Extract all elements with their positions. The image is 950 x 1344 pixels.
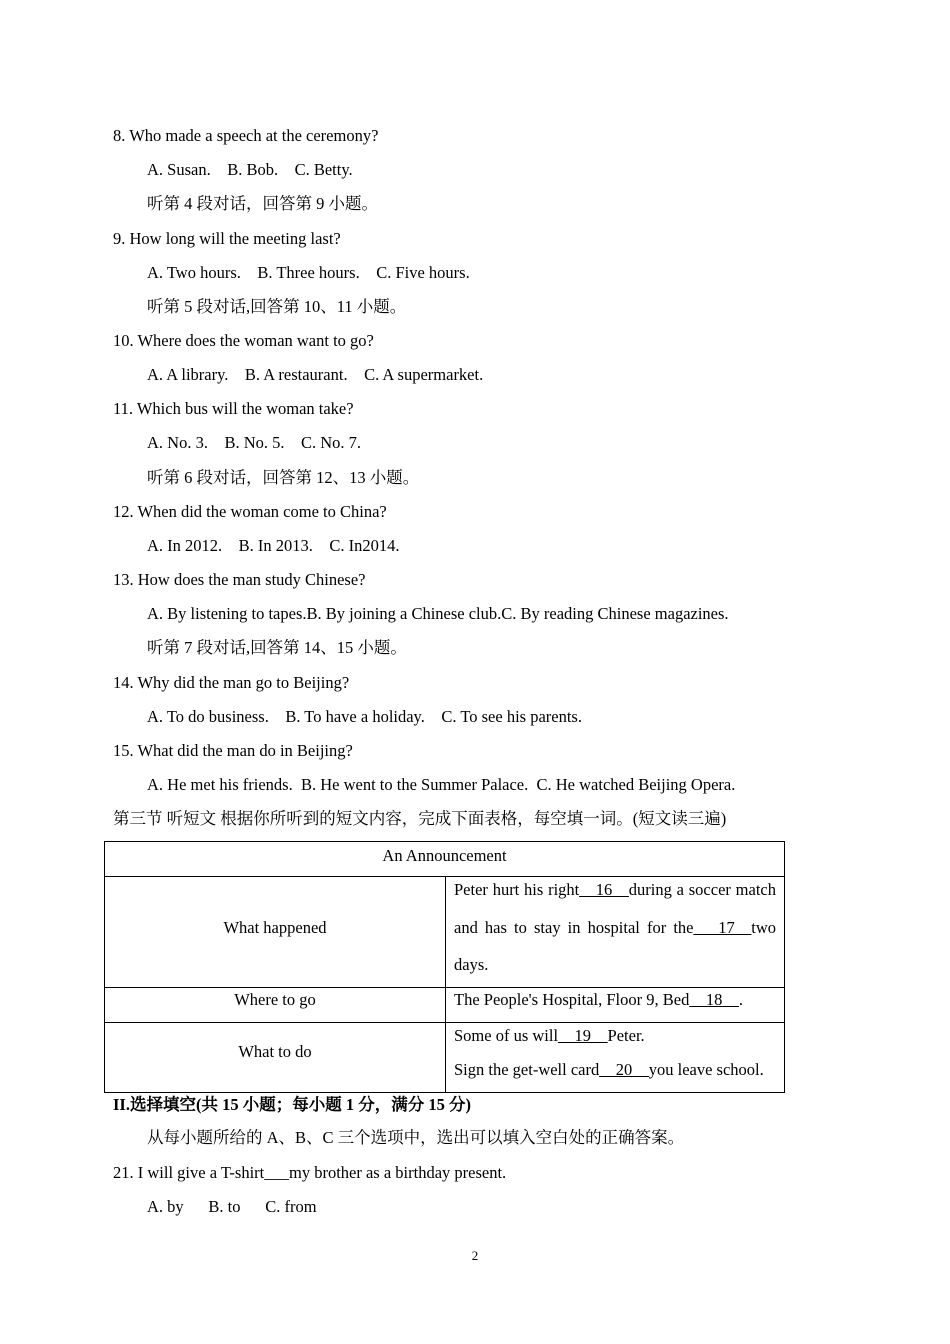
row-label-what-to-do: What to do: [238, 1042, 312, 1061]
question-8: 8. Who made a speech at the ceremony?: [113, 126, 379, 145]
blank-16: __16__: [579, 880, 629, 899]
blank-18: __18__: [689, 990, 739, 1009]
row-what-happened-line2: and has to stay in hospital for the___17__two: [454, 918, 776, 937]
announcement-table: [104, 841, 785, 1093]
section-3-heading: 第三节 听短文 根据你所听到的短文内容，完成下面表格，每空填一词。(短文读三遍): [113, 809, 727, 828]
dialogue-6-note: 听第 6 段对话，回答第 12、13 小题。: [147, 468, 420, 487]
blank-17: ___17__: [693, 918, 752, 937]
question-10: 10. Where does the woman want to go?: [113, 331, 374, 350]
question-14-options: A. To do business. B. To have a holiday. C. To see his parents.: [147, 707, 582, 726]
row-where-to-go-text: The People's Hospital, Floor 9, Bed__18__.: [454, 990, 743, 1009]
question-11-options: A. No. 3. B. No. 5. C. No. 7.: [147, 433, 362, 452]
row-what-to-do-line2: Sign the get-well card__20__you leave school.: [454, 1060, 764, 1079]
question-15-options: A. He met his friends. B. He went to the Summer Palace. C. He watched Beijing Opera.: [147, 775, 736, 794]
question-12: 12. When did the woman come to China?: [113, 502, 387, 521]
row-what-to-do-line1: Some of us will__19__Peter.: [454, 1026, 645, 1045]
page-number: 2: [471, 1248, 479, 1263]
row-label-what-happened: What happened: [223, 918, 327, 937]
question-14: 14. Why did the man go to Beijing?: [113, 673, 350, 692]
blank-19: __19__: [558, 1026, 608, 1045]
dialogue-7-note: 听第 7 段对话,回答第 14、15 小题。: [147, 638, 407, 657]
question-9: 9. How long will the meeting last?: [113, 229, 341, 248]
table-title: An Announcement: [382, 846, 507, 865]
question-11: 11. Which bus will the woman take?: [113, 399, 354, 418]
question-21: 21. I will give a T-shirt___my brother as a birthday present.: [113, 1163, 507, 1182]
row-what-happened-line1: Peter hurt his right__16__during a soccer match: [454, 880, 777, 899]
row-label-where-to-go: Where to go: [234, 990, 316, 1009]
question-13-options: A. By listening to tapes.B. By joining a Chinese club.C. By reading Chinese magazines.: [147, 604, 729, 623]
question-15: 15. What did the man do in Beijing?: [113, 741, 353, 760]
question-13: 13. How does the man study Chinese?: [113, 570, 366, 589]
section-2-instruction: 从每小题所给的 A、B、C 三个选项中，选出可以填入空白处的正确答案。: [147, 1128, 685, 1147]
question-8-options: A. Susan. B. Bob. C. Betty.: [147, 160, 353, 179]
section-2-heading: II.选择填空(共 15 小题；每小题 1 分，满分 15 分): [113, 1095, 471, 1114]
question-10-options: A. A library. B. A restaurant. C. A supermarket.: [147, 365, 484, 384]
question-12-options: A. In 2012. B. In 2013. C. In2014.: [147, 536, 400, 555]
question-21-options: A. by B. to C. from: [147, 1197, 317, 1216]
blank-20: __20__: [599, 1060, 649, 1079]
dialogue-5-note: 听第 5 段对话,回答第 10、11 小题。: [147, 297, 407, 316]
row-what-happened-line3: days.: [454, 955, 489, 974]
question-9-options: A. Two hours. B. Three hours. C. Five hours.: [147, 263, 470, 282]
dialogue-4-note: 听第 4 段对话，回答第 9 小题。: [147, 194, 378, 213]
